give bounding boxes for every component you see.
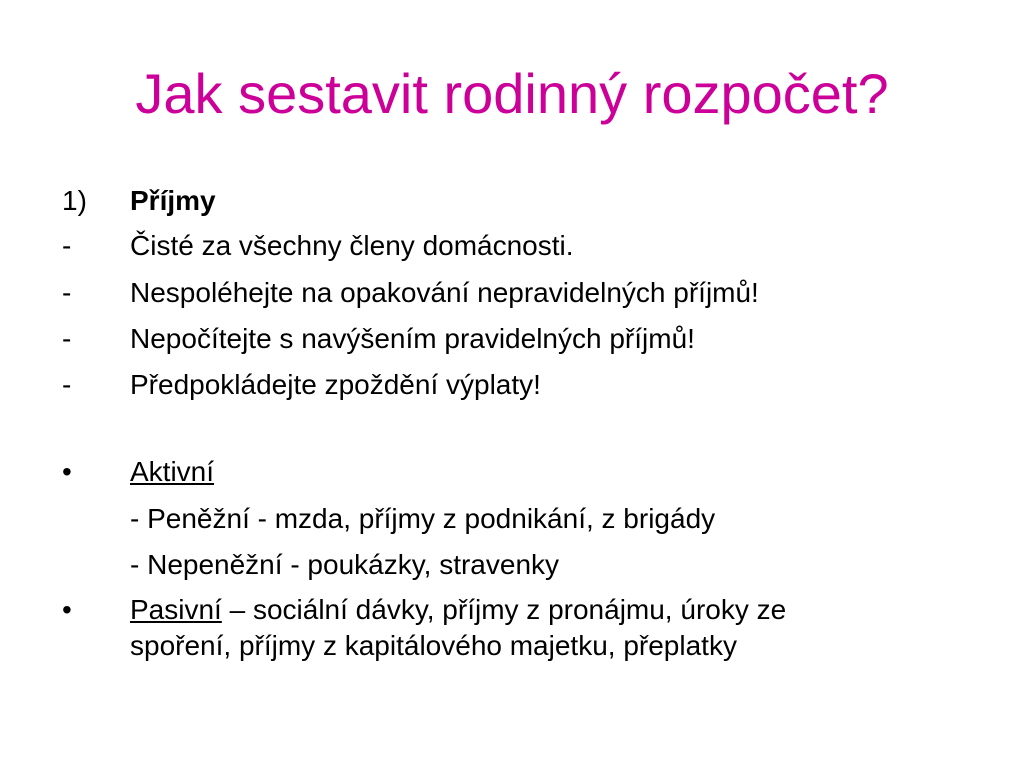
passive-line-1: [130, 593, 786, 627]
heading-number: 1): [62, 185, 87, 216]
dash-marker: -: [62, 277, 72, 308]
dash-marker: -: [62, 323, 72, 354]
bullet-marker: •: [62, 456, 72, 487]
list-item-text: Předpokládejte zpoždění výplaty!: [130, 369, 541, 400]
passive-label: Pasivní: [130, 594, 222, 625]
sub-item-text: - Peněžní - mzda, příjmy z podnikání, z brigády: [130, 503, 716, 534]
heading-text: Příjmy: [130, 185, 216, 216]
list-item-text: Nepočítejte s navýšením pravidelných příjmů!: [130, 323, 695, 354]
bullet-marker: •: [62, 594, 72, 625]
list-item-text: Nespoléhejte na opakování nepravidelných příjmů!: [130, 277, 759, 308]
passive-text: – sociální dávky, příjmy z pronájmu, úroky ze: [221, 594, 787, 625]
dash-marker: -: [62, 230, 72, 261]
passive-line-2: spoření, příjmy z kapitálového majetku, přeplatky: [130, 630, 737, 661]
active-label: Aktivní: [130, 456, 215, 487]
sub-item-text: - Nepeněžní - poukázky, stravenky: [130, 549, 560, 580]
dash-marker: -: [62, 369, 72, 400]
slide-title: Jak sestavit rodinný rozpočet?: [135, 62, 889, 125]
list-item-text: Čisté za všechny členy domácnosti.: [130, 230, 574, 261]
